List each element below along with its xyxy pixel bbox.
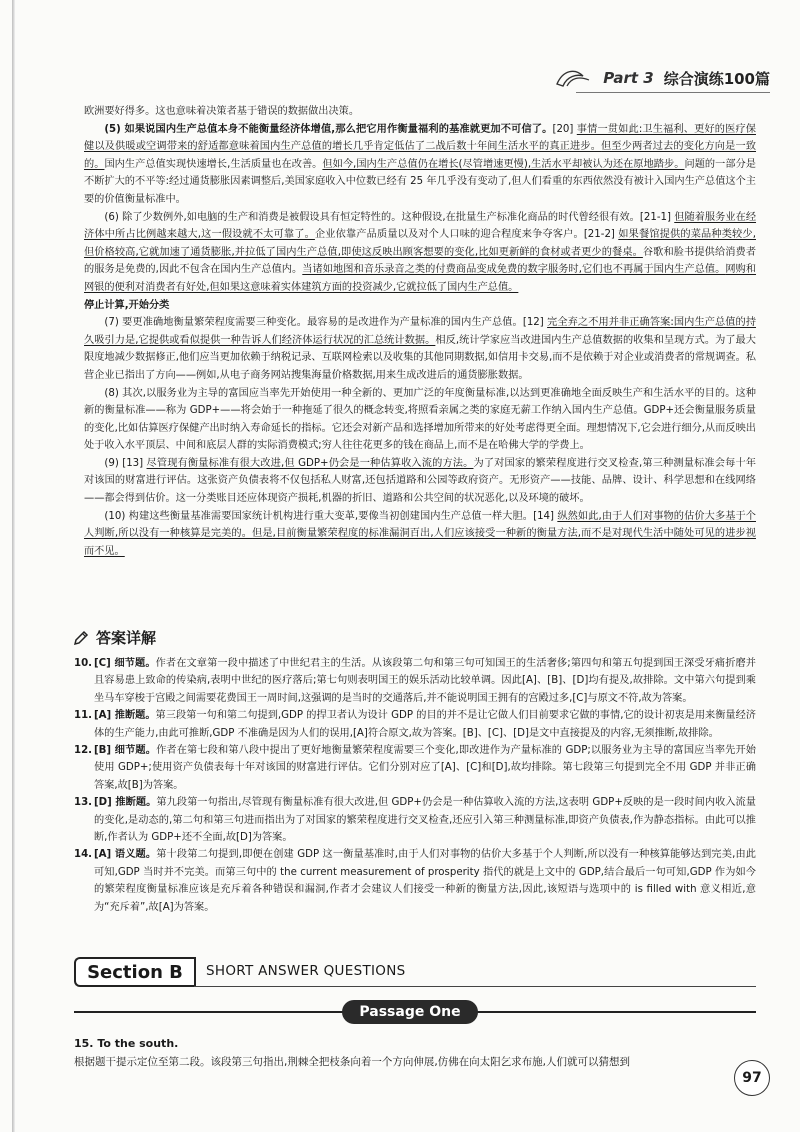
question-tag-12: [12] [522,317,548,329]
answers-heading-text: 答案详解 [96,629,157,647]
answer-key: [C] 细节题。 [94,658,156,669]
passage-translation [84,103,756,560]
section-divider [194,957,196,987]
header-rule [576,92,770,93]
answer-number: 10. [74,658,93,669]
pencil-icon [72,629,90,647]
section-header [74,957,756,987]
paragraph-9: (9) [13] 尽管现有衡量标准有很大改进,但 GDP+仍会是一种估算收入流的方法。为了对国家的繁荣程度进行交叉检查,第三种测量标准会每十年对该国的财富进行评估。这张资产负债表将不仅包括私人财富,还包括道路和公园等政府资产。无形资产——技能、品牌、设计、科学思想和在线网络——都会得到估价。这一分类账目还应体现资产损耗,机器的折旧、道路和公共空间的状况恶化,以及环境的破坏。 [84,457,756,505]
paragraph-continuation: 欧洲要好得多。这也意味着决策者基于错误的数据做出决策。 [84,106,360,117]
question-15 [74,1034,756,1072]
question-tag-20: [20] [552,123,577,135]
answer-explanation [94,846,756,916]
answer-explanation [94,742,756,794]
answer-text: 第十段第二句提到,即便在创建 GDP 这一衡量基准时,由于人们对事物的估价大多基于个人判断,所以没有一种核算能够达到完美,由此可知,GDP 当时并不完美。而第三句中的 the current measurement of prosperity 指代的就是上文中的 GDP,结合最后一句可知,GDP 作为如今的繁荣程度衡量标准应该是充斥着各种错误和漏洞,作者才会建议人们接受一种新的衡量方法,因此,该短语与选项中的 is filled with 意义相近,意为“充斥着”,故[A]为答案。 [94,849,756,913]
running-header [553,65,770,91]
paragraph-10: (10) 构建这些衡量基准需要国家统计机构进行重大变革,要像当初创建国内生产总值一样大胆。[14] 纵然如此,由于人们对事物的估价大多基于个人判断,所以没有一种核算是完美的。但是,目前衡量繁荣程度的标准漏洞百出,人们应该接受一种新的衡量方法,而不是对现代生活中随处可见的进步视而不见。 [84,510,756,557]
answer-key: [A] 语义题。 [94,849,157,861]
answer-key: [B] 细节题。 [94,745,157,757]
answer-explanation [94,655,756,707]
section-label: Section B [74,957,194,987]
page-spine-shadow [12,0,15,1132]
paragraph-8: (8) 其次,以服务业为主导的富国应当率先开始使用一种全新的、更加广泛的年度衡量标准,以达到更准确地全面反映生产和生活水平的目的。这种新的衡量标准——称为 GDP+——将会始于一种拖延了很久的概念转变,将照看亲属之类的家庭无薪工作纳入国内生产总值。GDP+还会衡量服务质量的变化,比如估算医疗保健产出时纳入寿命延长的指标。它还会对新产品和选择增加所带来的好处考虑得更全面。理想情况下,它会进行细分,从而反映出处于收入水平顶层、中间和底层人群的实际消费模式;穷人往往花更多的钱在商品上,而不是在哈佛大学的学费上。 [84,387,756,452]
answer-explanation [94,794,756,846]
answer-number: 14. [74,849,93,861]
answer-number: 12. [74,745,93,757]
answer-number: 11. [74,710,93,722]
paragraph-5: (5) 如果说国内生产总值本身不能衡量经济体增值,那么把它用作衡量福利的基准就更加不可信了。[20] 事情一贯如此:卫生福利、更好的医疗保健以及供暖或空调带来的舒适都意味着国内生产总值的增长几乎肯定低估了二战后数十年间生活水平的真正进步。但至少两者过去的变化方向是一致的。国内生产总值实现快速增长,生活质量也在改善。但如今,国内生产总值仍在增长(尽管增速更慢),生活水平却被认为还在原地踏步。问题的一部分是不断扩大的不平等:经过通货膨胀因素调整后,美国家庭收入中位数已经有 25 年几乎没有变动了,但人们看重的东西依然没有被计入国内生产总值这个主要的价值衡量标准中。 [84,123,757,205]
answer-item [74,794,756,846]
paragraph-6: (6) 除了少数例外,如电脑的生产和消费是被假设具有恒定特性的。这种假设,在批量生产标准化商品的时代曾经很有效。[21-1] 但随着服务业在经济体中所占比例越来越大,这一假设就不太可靠了。企业依靠产品质量以及对个人口味的迎合程度来争夺客户。[21-2] 如果餐馆提供的菜品种类较少,但价格较高,它就加速了通货膨胀,并拉低了国内生产总值,即使这反映出顾客想要的变化,比如更新鲜的食材或者更少的餐桌。谷歌和脸书提供给消费者的服务是免费的,因此不包含在国内生产总值内。当诸如地图和音乐录音之类的付费商品变成免费的数字服务时,它们也不再属于国内生产总值。网购和网银的便利对消费者有好处,但如果这意味着实体建筑方面的投资减少,它就拉低了国内生产总值。 [84,211,757,293]
question-15-text: 根据题干提示定位至第二段。该段第三句指出,荆棘全把枝条向着一个方向伸展,仿佛在向太阳乞求布施,人们就可以猜想到 [74,1056,631,1068]
answer-text: 第九段第一句指出,尽管现有衡量标准有很大改进,但 GDP+仍会是一种估算收入流的方法,这表明 GDP+反映的是一段时间内收入流量的变化,是动态的,第二句和第三句进而指出为了对国家的繁荣程度进行交叉检查,还应引入第三种测量标准,即资产负债表,作为静态指标。由此可以推断,作者认为 GDP+还不全面,故[D]为答案。 [94,797,756,844]
question-tag-21-1: [21-1] [639,211,675,223]
subheading: 停止计算,开始分类 [84,299,170,311]
p5-sentence: 如果说国内生产总值本身不能衡量经济体增值,那么把它用作衡量福利的基准就更加不可信了。 [124,123,553,135]
section-title: SHORT ANSWER QUESTIONS [206,963,406,979]
passage-pill: Passage One [342,1000,478,1024]
passage-banner [74,1000,756,1024]
answer-key: [A] 推断题。 [94,710,156,722]
answer-item [74,742,756,794]
answer-key: [D] 推断题。 [94,797,157,809]
answer-explanation [94,707,756,742]
question-tag-14: [14] [533,510,558,522]
answer-item [74,846,756,916]
page-number: 97 [734,1060,770,1096]
header-title: 综合演练100篇 [663,69,770,88]
answer-list [74,655,756,916]
answer-text: 第三段第一句和第二句提到,GDP 的捍卫者认为设计 GDP 的目的并不是让它做人们目前要求它做的事情,它的设计初衷是用来衡量经济体的生产能力,由此可推断,GDP 不准确是因为人们的误用,[A]符合原文,故为答案。[B]、[C]、[D]是文中直接提及的内容,无须推断,故排除。 [94,710,756,739]
answer-item [74,707,756,742]
paragraph-7: (7) 要更准确地衡量繁荣程度需要三种变化。最容易的是改进作为产量标准的国内生产总值。[12] 完全弃之不用并非正确答案:国内生产总值的持久吸引力是,它提供或看似提供一种告诉人们经济体运行状况的汇总统计数据。相反,统计学家应当改进国内生产总值数据的收集和呈现方式。为了最大限度地减少数据修正,他们应当更加依赖于纳税记录、互联网检索以及收集的其他同期数据,如信用卡交易,而不是依赖于对企业或消费者的常规调查。私营企业已指出了方向——例如,从电子商务网站搜集海量价格数据,用来生成改进后的通货膨胀数据。 [84,317,757,381]
question-15-title: 15. To the south. [74,1037,179,1050]
answers-heading [72,627,156,648]
answer-text: 作者在文章第一段中描述了中世纪君主的生活。从该段第二句和第三句可知国王的生活奢侈;第四句和第五句提到国王深受牙痛折磨并且容易患上致命的传染病,表明中世纪的医疗落后;第七句则表明国王的娱乐活动比较单调。因此[A]、[B]、[D]均有提及,故排除。文中第六句提到乘坐马车穿梭于宫殿之间需要花费国王一周时间,这强调的是当时的交通落后,并不能说明国王拥有的宫殿过多,[C]与原文不符,故为答案。 [94,658,756,704]
section-underline [194,986,756,987]
answer-text: 作者在第七段和第八段中提出了更好地衡量繁荣程度需要三个变化,即改进作为产量标准的 GDP;以服务业为主导的富国应当率先开始使用 GDP+;使用资产负债表每十年对该国的财富进行评估。它们分别对应了[A]、[C]和[D],故均排除。第七段第三句提到完全不用 GDP 并非正确答案,故[B]为答案。 [94,745,756,791]
question-tag-13: [13] [122,457,147,469]
leaf-swirl-icon [553,66,593,90]
question-tag-21-2: [21-2] [583,229,619,241]
answer-number: 13. [74,797,93,809]
part-label: Part 3 [603,69,654,87]
answer-item [74,655,756,707]
